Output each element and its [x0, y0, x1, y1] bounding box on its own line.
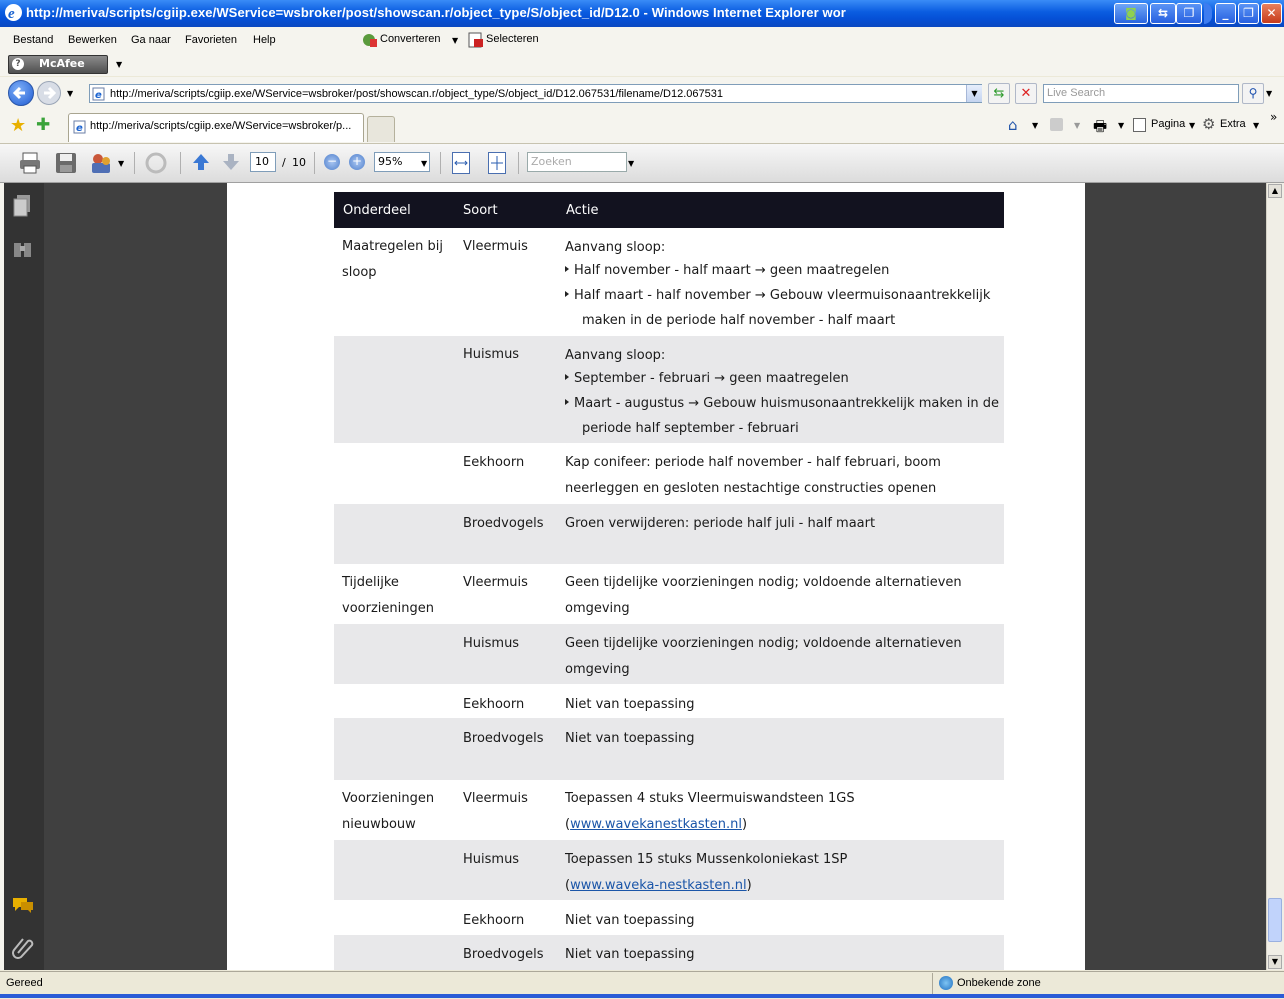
back-button[interactable] — [8, 80, 34, 106]
page-menu-icon — [1133, 118, 1146, 132]
tab-label: http://meriva/scripts/cgiip.exe/WService=wsbroker/p... — [90, 120, 352, 132]
actie-cell: Niet van toepassing — [565, 947, 695, 962]
toolbar-separator — [180, 152, 181, 174]
actie-cell: Geen tijdelijke voorzieningen nodig; voldoende alternatieven — [565, 636, 962, 651]
waveka-nestkasten-link[interactable]: www.waveka-nestkasten.nl — [570, 878, 747, 893]
ie-logo-icon — [5, 4, 22, 21]
toolbar-separator — [440, 152, 441, 174]
actie-cell: periode half september - februari — [582, 421, 799, 436]
feeds-dropdown-icon[interactable]: ▼ — [1074, 121, 1081, 130]
mcafee-label: McAfee — [39, 57, 85, 70]
actie-link-line — [565, 878, 752, 893]
actie-cell: Niet van toepassing — [565, 731, 695, 746]
zoom-in-icon[interactable]: + — [349, 154, 365, 170]
soort-cell: Vleermuis — [463, 239, 528, 254]
selecteren-icon — [468, 32, 484, 48]
status-divider — [932, 973, 933, 995]
window-switch-icon[interactable]: ⇆ — [1150, 3, 1176, 24]
favorites-star-icon[interactable]: ★ — [10, 115, 27, 136]
chevron-more-icon[interactable]: » — [1270, 110, 1278, 124]
refresh-icon[interactable]: ⇆ — [988, 83, 1010, 104]
pdf-navigation-pane — [4, 183, 44, 970]
search-options-icon[interactable]: ▼ — [1266, 89, 1273, 98]
actie-bullet: Half maart - half november → Gebouw vleermuisonaantrekkelijk — [565, 288, 990, 303]
paren-close: ) — [746, 878, 752, 893]
search-icon[interactable]: ⚲ — [1242, 83, 1264, 104]
header-onderdeel: Onderdeel — [343, 203, 411, 218]
title-bar[interactable] — [0, 0, 1284, 27]
extra-dropdown-icon[interactable]: ▼ — [1253, 121, 1260, 130]
actie-cell: maken in de periode half november - half maart — [582, 313, 896, 328]
soort-cell: Broedvogels — [463, 731, 544, 746]
svg-text:e: e — [95, 90, 102, 101]
tray-end-cap — [1204, 3, 1212, 24]
comments-panel-icon[interactable] — [11, 895, 35, 915]
globe-icon — [939, 976, 953, 990]
print-dropdown-icon[interactable]: ▼ — [1118, 121, 1125, 130]
actie-cell: Aanvang sloop: — [565, 348, 666, 363]
header-actie: Actie — [566, 203, 599, 218]
scroll-thumb[interactable] — [1268, 898, 1282, 942]
actie-cell: Niet van toepassing — [565, 913, 695, 928]
pages-panel-icon[interactable] — [13, 194, 33, 218]
actie-bullet: Half november - half maart → geen maatregelen — [565, 263, 889, 278]
fit-page-icon[interactable] — [488, 152, 506, 174]
pagina-menu[interactable]: Pagina — [1151, 118, 1186, 130]
add-favorite-icon[interactable]: ✚ — [36, 115, 51, 135]
paren-open: ( — [565, 817, 571, 832]
actie-cell: neerleggen en gesloten nestachtige constructies openen — [565, 481, 937, 496]
close-button[interactable]: ✕ — [1261, 3, 1282, 24]
soort-cell: Broedvogels — [463, 947, 544, 962]
forward-button[interactable] — [37, 81, 61, 105]
gear-icon: ⚙ — [1202, 115, 1216, 133]
restore-small-icon[interactable]: ❐ — [1176, 3, 1202, 24]
soort-cell: Huismus — [463, 852, 520, 867]
actie-cell: Aanvang sloop: — [565, 240, 666, 255]
actie-cell: Toepassen 15 stuks Mussenkoloniekast 1SP — [565, 852, 848, 867]
address-dropdown-icon[interactable]: ▼ — [966, 85, 982, 102]
menu-ga-naar[interactable]: Ga naar — [131, 34, 171, 46]
find-input[interactable]: Zoeken — [527, 152, 627, 172]
menu-favorieten[interactable]: Favorieten — [185, 34, 237, 46]
mcafee-shield-icon: ? — [12, 58, 24, 70]
actie-cell: omgeving — [565, 662, 630, 677]
pdf-hand-tool-icon[interactable] — [144, 151, 168, 175]
onderdeel-cell: Maatregelen bij — [342, 239, 444, 254]
converteren-button[interactable]: Converteren — [380, 33, 441, 45]
print-icon[interactable]: 🖶 — [1093, 117, 1108, 135]
pdf-collab-icon[interactable] — [90, 151, 114, 175]
wavekanestkasten-link[interactable]: www.wavekanestkasten.nl — [570, 817, 742, 832]
actie-bullet: September - februari → geen maatregelen — [565, 371, 849, 386]
zoom-out-icon[interactable]: − — [324, 154, 340, 170]
scroll-up-icon[interactable]: ▲ — [1268, 184, 1282, 198]
row-shade — [334, 718, 1004, 780]
scroll-down-icon[interactable]: ▼ — [1268, 955, 1282, 969]
page-separator: / — [282, 156, 286, 169]
toolbar-separator — [518, 152, 519, 174]
pdf-print-icon[interactable] — [18, 151, 42, 175]
paren-open: ( — [565, 878, 571, 893]
onderdeel-cell: nieuwbouw — [342, 817, 416, 832]
pdf-collab-dropdown-icon[interactable]: ▼ — [118, 159, 125, 168]
previous-page-icon[interactable] — [190, 151, 212, 173]
actie-cell: Geen tijdelijke voorzieningen nodig; voldoende alternatieven — [565, 575, 962, 590]
nvidia-tray-icon[interactable]: ◙ — [1114, 3, 1148, 24]
table-header — [334, 192, 1004, 228]
actie-cell: Niet van toepassing — [565, 697, 695, 712]
taskbar-edge — [0, 994, 1284, 998]
soort-cell: Eekhoorn — [463, 455, 525, 470]
window-title: http://meriva/scripts/cgiip.exe/WService=wsbroker/post/showscan.r/object_type/S/object_id/D12.0 - Windows Internet Explorer wor — [26, 5, 846, 20]
attachment-icon[interactable] — [12, 935, 34, 959]
onderdeel-cell: voorzieningen — [342, 601, 434, 616]
pdf-page — [227, 183, 1085, 970]
stop-icon[interactable]: ✕ — [1015, 83, 1037, 104]
soort-cell: Broedvogels — [463, 516, 544, 531]
row-shade — [334, 624, 1004, 684]
next-page-icon[interactable] — [220, 151, 242, 173]
zoom-select[interactable]: 95% — [374, 152, 430, 172]
tab-page-icon — [73, 120, 87, 134]
new-tab-button[interactable] — [367, 116, 395, 142]
bookmarks-panel-icon[interactable] — [12, 240, 34, 260]
minimize-button[interactable]: _ — [1215, 3, 1236, 24]
status-text: Gereed — [6, 977, 43, 989]
onderdeel-cell: sloop — [342, 265, 377, 280]
actie-bullet: Maart - augustus → Gebouw huismusonaantrekkelijk maken in de — [565, 396, 999, 411]
maximize-button[interactable]: ❐ — [1238, 3, 1259, 24]
zoom-dropdown-icon[interactable]: ▼ — [421, 159, 428, 168]
pagina-dropdown-icon[interactable]: ▼ — [1189, 121, 1196, 130]
onderdeel-cell: Tijdelijke — [342, 575, 399, 590]
actie-link-line — [565, 817, 747, 832]
menu-bestand[interactable]: Bestand — [13, 34, 54, 46]
history-dropdown-icon[interactable]: ▼ — [67, 89, 74, 98]
actie-cell: Kap conifeer: periode half november - half februari, boom — [565, 455, 941, 470]
find-dropdown-icon[interactable]: ▼ — [628, 159, 635, 168]
vertical-scrollbar[interactable] — [1266, 183, 1284, 970]
home-icon[interactable]: ⌂ — [1008, 116, 1018, 134]
soort-cell: Eekhoorn — [463, 697, 525, 712]
live-search-input[interactable]: Live Search — [1043, 84, 1239, 103]
selecteren-button[interactable]: Selecteren — [486, 33, 539, 45]
onderdeel-cell: Voorzieningen — [342, 791, 435, 806]
toolbar-separator — [314, 152, 315, 174]
converteren-dropdown-icon[interactable]: ▼ — [452, 36, 459, 45]
converteren-icon — [362, 32, 378, 48]
feeds-icon[interactable] — [1050, 118, 1063, 131]
header-soort: Soort — [463, 203, 498, 218]
actie-cell: Groen verwijderen: periode half juli - half maart — [565, 516, 876, 531]
pdf-save-icon[interactable] — [54, 151, 78, 175]
home-dropdown-icon[interactable]: ▼ — [1032, 121, 1039, 130]
soort-cell: Vleermuis — [463, 575, 528, 590]
extra-menu[interactable]: Extra — [1220, 118, 1246, 130]
mcafee-toolbar — [0, 53, 1284, 76]
svg-text:e: e — [76, 123, 83, 134]
soort-cell: Eekhoorn — [463, 913, 525, 928]
toolbar-separator — [134, 152, 135, 174]
actie-cell: Toepassen 4 stuks Vleermuiswandsteen 1GS — [565, 791, 855, 806]
soort-cell: Vleermuis — [463, 791, 528, 806]
soort-cell: Huismus — [463, 636, 520, 651]
soort-cell: Huismus — [463, 347, 520, 362]
mcafee-button[interactable] — [8, 55, 108, 74]
actie-cell: omgeving — [565, 601, 630, 616]
page-icon — [92, 87, 106, 101]
fit-width-icon[interactable] — [452, 152, 470, 174]
mcafee-dropdown-icon[interactable]: ▼ — [116, 60, 123, 69]
total-pages: 10 — [292, 156, 306, 169]
paren-close: ) — [741, 817, 748, 832]
address-text: http://meriva/scripts/cgiip.exe/WService=wsbroker/post/showscan.r/object_type/S/object_id/D12.067531/filename/D12.067531 — [110, 88, 723, 100]
svg-text:e: e — [8, 6, 15, 21]
menu-help[interactable]: Help — [253, 34, 276, 46]
menu-bewerken[interactable]: Bewerken — [68, 34, 117, 46]
row-shade — [334, 504, 1004, 564]
security-zone: Onbekende zone — [957, 977, 1041, 989]
page-number-input[interactable]: 10 — [250, 152, 276, 172]
